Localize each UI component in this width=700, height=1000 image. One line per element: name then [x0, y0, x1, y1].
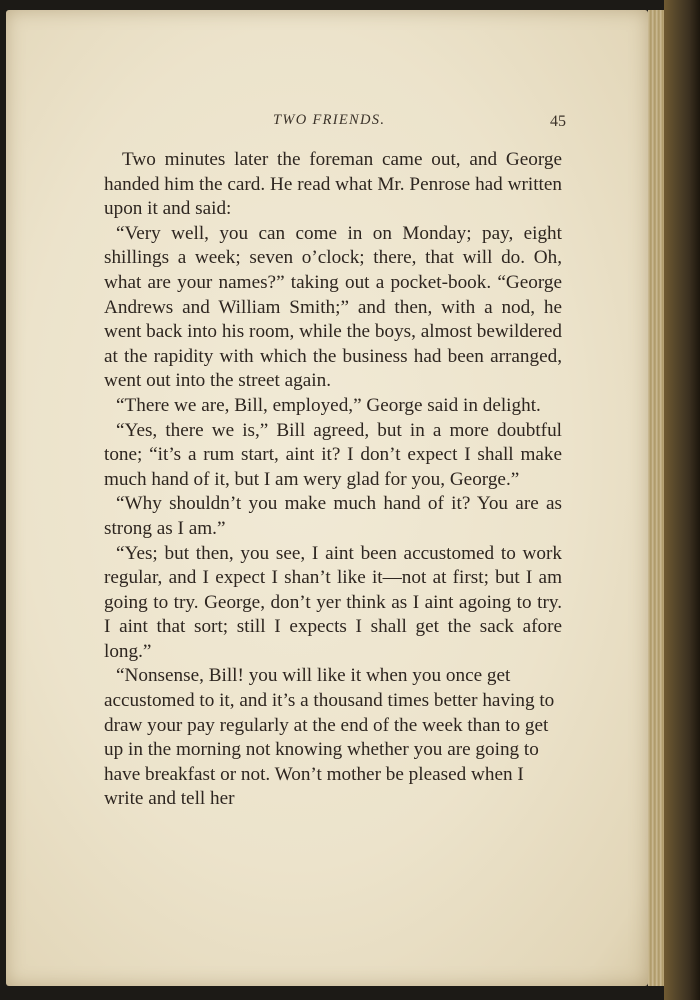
page-header: [6, 108, 648, 132]
book-spine: [664, 0, 700, 1000]
paragraph: “Very well, you can come in on Monday; pay, eight shillings a week; seven o’clock; there, that will do. Oh, what are your names?” taking out a pocket-book. “George Andrews and William Smith;” and then, with a nod, he went back into his room, while the boys, almost bewildered at the rapidity with which the business had been arranged, went out into the street again.: [104, 222, 562, 392]
paragraph: “Why shouldn’t you make much hand of it? You are as strong as I am.”: [104, 493, 562, 539]
paragraph: “Yes; but then, you see, I aint been accustomed to work regular, and I expect I shan’t like it—not at first; but I am going to try. George, don’t yer think as I aint agoing to try. I aint that sort; still I expects I shall get the sack afore long.”: [104, 542, 562, 662]
running-title: TWO FRIENDS.: [273, 112, 386, 128]
page-text: [104, 148, 562, 812]
paragraph: “Nonsense, Bill! you will like it when you once get accustomed to it, and it’s a thousand times better having to draw your pay regularly at the end of the week than to get up in the morning not knowing whether you are going to have breakfast or not. Won’t mother be pleased when I write and tell her: [104, 665, 555, 810]
page-number: 45: [550, 113, 566, 130]
paragraph: Two minutes later the foreman came out, and George handed him the card. He read what Mr. Penrose had written upon it and said:: [104, 149, 562, 220]
page-edges: [648, 10, 664, 986]
book-page: [6, 10, 648, 986]
paragraph: “Yes, there we is,” Bill agreed, but in a more doubtful tone; “it’s a rum start, aint it? I don’t expect I shall make much hand of it, but I am wery glad for you, George.”: [104, 419, 562, 490]
paragraph: “There we are, Bill, employed,” George said in delight.: [116, 394, 541, 416]
